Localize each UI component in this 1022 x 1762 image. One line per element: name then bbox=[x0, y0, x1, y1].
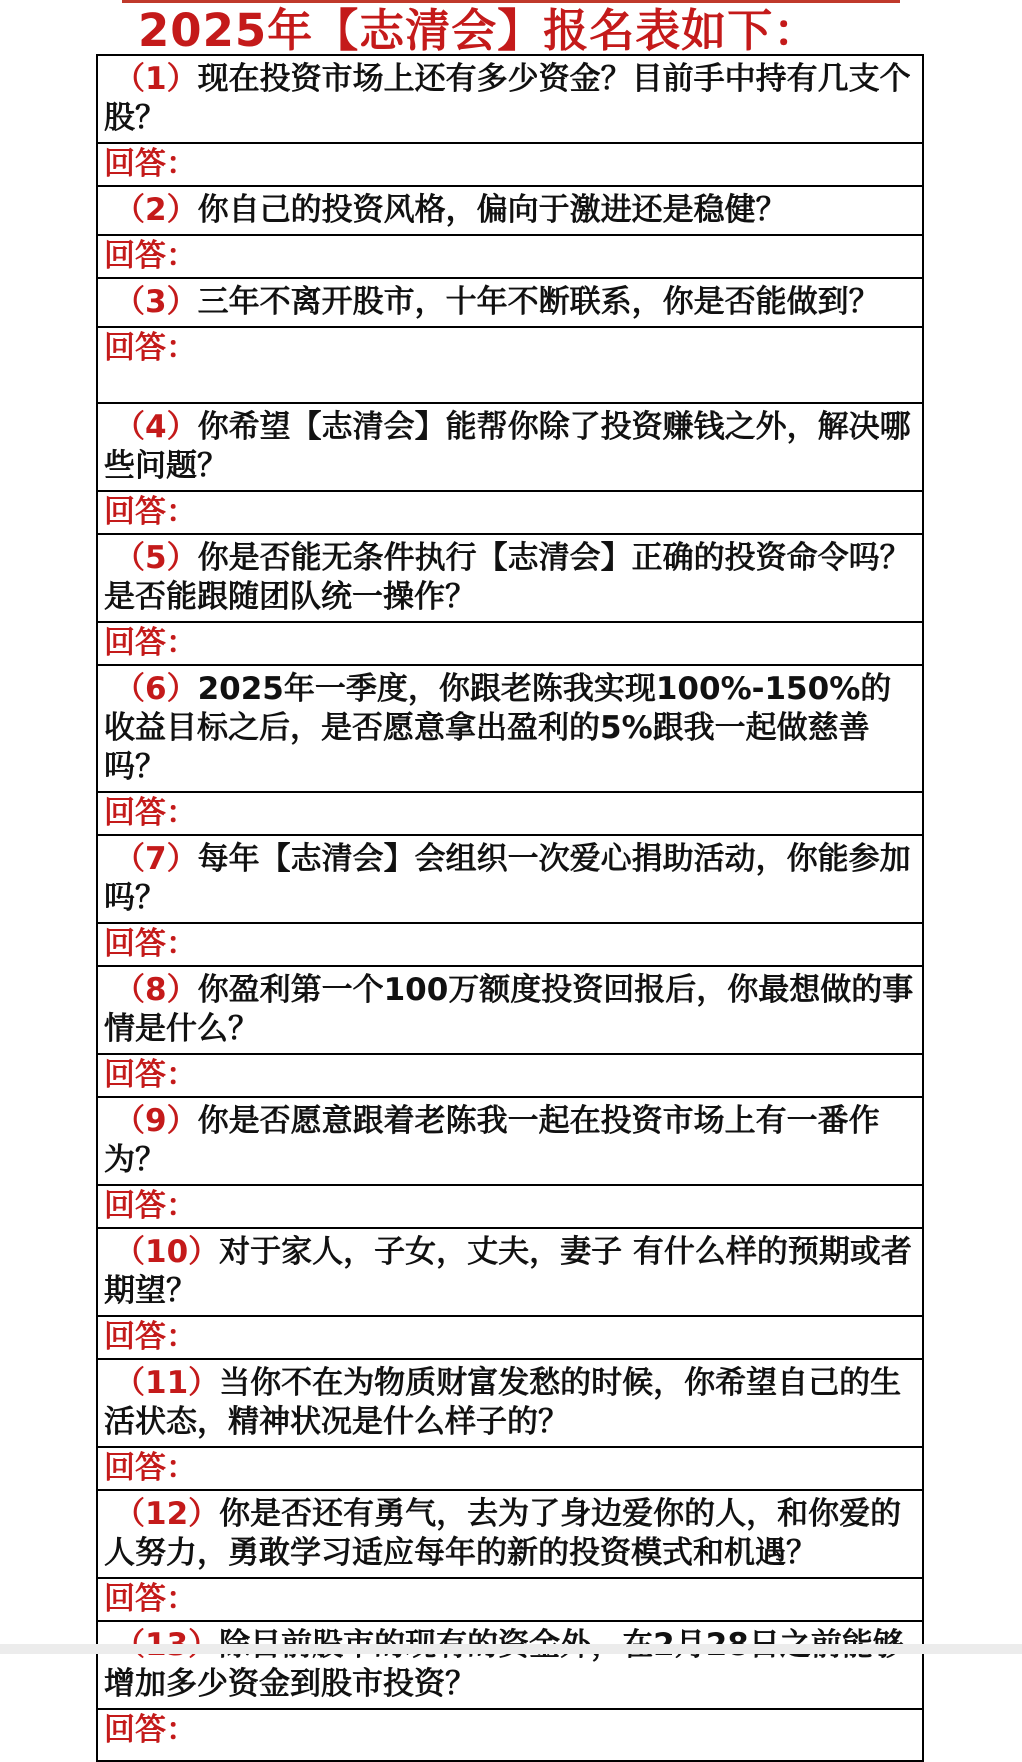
page-title: 2025年【志清会】报名表如下： bbox=[138, 4, 820, 57]
answer-row[interactable] bbox=[98, 1055, 922, 1098]
question-row bbox=[98, 404, 922, 492]
registration-form-table bbox=[96, 54, 924, 1762]
question-text: 每年【志清会】会组织一次爱心捐助活动，你能参加吗？ bbox=[104, 841, 911, 916]
question-number: （10） bbox=[114, 1234, 220, 1270]
question-number: （1） bbox=[114, 61, 198, 97]
question-number: （11） bbox=[114, 1365, 220, 1401]
answer-label: 回答： bbox=[104, 1319, 197, 1355]
question-row bbox=[98, 1491, 922, 1579]
question-number: （9） bbox=[114, 1103, 198, 1139]
question-row bbox=[98, 535, 922, 623]
question-number: （4） bbox=[114, 409, 198, 445]
question-text: 你盈利第一个100万额度投资回报后，你最想做的事情是什么？ bbox=[104, 972, 914, 1047]
question-text: 对于家人，子女，丈夫，妻子 有什么样的预期或者期望？ bbox=[104, 1234, 912, 1309]
question-row bbox=[98, 187, 922, 236]
question-number: （5） bbox=[114, 540, 198, 576]
question-row bbox=[98, 56, 922, 144]
question-text: 增加多少资金到股市投资？ bbox=[104, 1666, 476, 1702]
question-row bbox=[98, 836, 922, 924]
bottom-strip bbox=[0, 1644, 1022, 1654]
answer-label: 回答： bbox=[104, 1712, 197, 1748]
answer-label: 回答： bbox=[104, 1057, 197, 1093]
answer-label: 回答： bbox=[104, 494, 197, 530]
answer-label: 回答： bbox=[104, 795, 197, 831]
question-row bbox=[98, 1098, 922, 1186]
answer-row[interactable] bbox=[98, 236, 922, 279]
question-row bbox=[98, 967, 922, 1055]
answer-label: 回答： bbox=[104, 1450, 197, 1486]
question-text: 你是否能无条件执行【志清会】正确的投资命令吗？是否能跟随团队统一操作？ bbox=[104, 540, 911, 615]
question-number: （3） bbox=[114, 284, 198, 320]
question-text: 你希望【志清会】能帮你除了投资赚钱之外，解决哪些问题？ bbox=[104, 409, 911, 484]
question-row bbox=[98, 666, 922, 793]
question-number: （12） bbox=[114, 1496, 220, 1532]
question-row bbox=[98, 1622, 922, 1710]
answer-row[interactable] bbox=[98, 144, 922, 187]
answer-label: 回答： bbox=[104, 238, 197, 274]
question-row bbox=[98, 1360, 922, 1448]
answer-label: 回答： bbox=[104, 330, 197, 366]
question-number: （2） bbox=[114, 192, 198, 228]
question-text: 当你不在为物质财富发愁的时候，你希望自己的生活状态，精神状况是什么样子的？ bbox=[104, 1365, 902, 1440]
answer-row[interactable] bbox=[98, 1710, 922, 1760]
answer-row[interactable] bbox=[98, 1448, 922, 1491]
question-number: （8） bbox=[114, 972, 198, 1008]
answer-row[interactable] bbox=[98, 492, 922, 535]
answer-row[interactable] bbox=[98, 793, 922, 836]
question-row bbox=[98, 1229, 922, 1317]
question-text: 你自己的投资风格，偏向于激进还是稳健？ bbox=[197, 192, 787, 228]
question-text: 2025年一季度，你跟老陈我实现100%-150%的收益目标之后，是否愿意拿出盈利的5%跟我一起做慈善吗？ bbox=[104, 671, 892, 785]
answer-label: 回答： bbox=[104, 1188, 197, 1224]
answer-row[interactable] bbox=[98, 328, 922, 404]
question-text: 三年不离开股市，十年不断联系，你是否能做到？ bbox=[197, 284, 880, 320]
answer-label: 回答： bbox=[104, 1581, 197, 1617]
answer-row[interactable] bbox=[98, 924, 922, 967]
answer-label: 回答： bbox=[104, 625, 197, 661]
answer-label: 回答： bbox=[104, 926, 197, 962]
question-text: 现在投资市场上还有多少资金？目前手中持有几支个股？ bbox=[104, 61, 911, 136]
answer-row[interactable] bbox=[98, 1317, 922, 1360]
answer-label: 回答： bbox=[104, 146, 197, 182]
answer-row[interactable] bbox=[98, 1186, 922, 1229]
answer-row[interactable] bbox=[98, 1579, 922, 1622]
question-text: 你是否愿意跟着老陈我一起在投资市场上有一番作为？ bbox=[104, 1103, 880, 1178]
top-decorative-rule bbox=[122, 0, 900, 3]
answer-row[interactable] bbox=[98, 623, 922, 666]
question-number: （6） bbox=[114, 671, 198, 707]
question-number: （7） bbox=[114, 841, 198, 877]
question-row bbox=[98, 279, 922, 328]
question-text: 你是否还有勇气，去为了身边爱你的人，和你爱的人努力，勇敢学习适应每年的新的投资模式和机遇？ bbox=[104, 1496, 902, 1571]
